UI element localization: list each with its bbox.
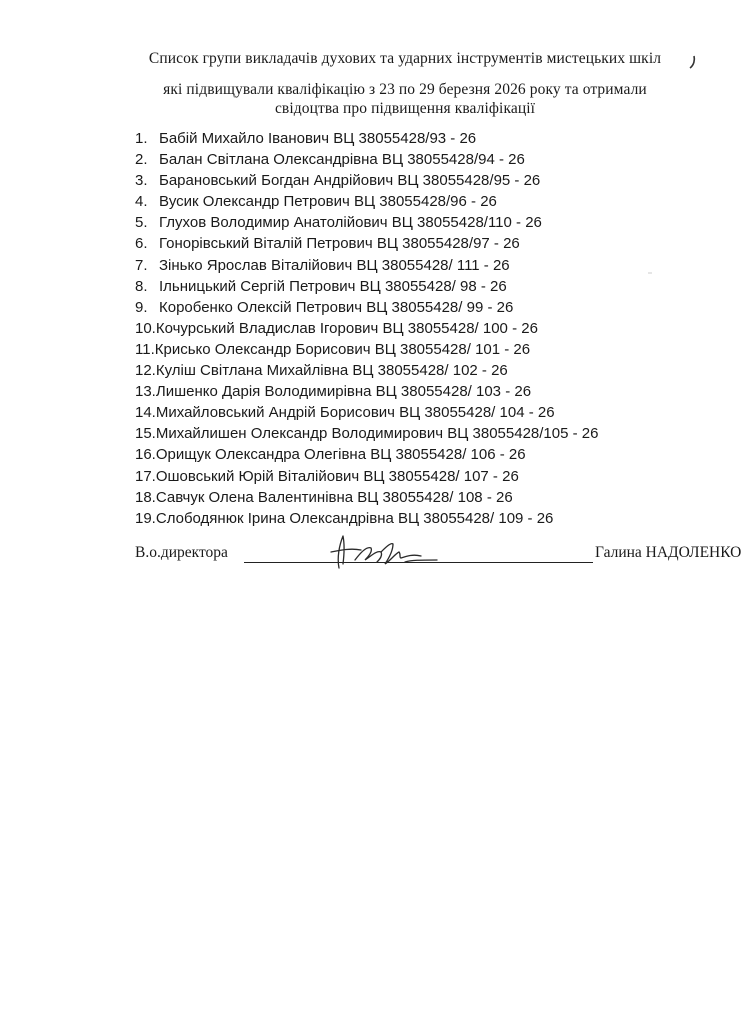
list-item: 3. Барановський Богдан Андрійович ВЦ 38055428/95 - 26 bbox=[135, 172, 541, 190]
document-title-line-3: свідоцтва про підвищення кваліфікації bbox=[274, 100, 536, 117]
signatory-role: В.о.директора bbox=[135, 544, 228, 561]
document-title-line-1: Список групи викладачів духових та ударних інструментів мистецьких шкіл bbox=[148, 50, 662, 67]
list-item: 18. Савчук Олена Валентинівна ВЦ 38055428/ 108 - 26 bbox=[135, 488, 513, 506]
scan-speck bbox=[648, 272, 652, 274]
list-item: 10. Кочурський Владислав Ігорович ВЦ 38055428/ 100 - 26 bbox=[135, 319, 538, 337]
list-item: 6. Гонорівський Віталій Петрович ВЦ 38055428/97 - 26 bbox=[135, 235, 520, 253]
list-item: 17. Ошовський Юрій Віталійович ВЦ 38055428/ 107 - 26 bbox=[135, 467, 519, 485]
list-item: 12. Куліш Світлана Михайлівна ВЦ 38055428/ 102 - 26 bbox=[135, 362, 508, 380]
comma-mark bbox=[688, 54, 698, 70]
list-item: 9. Коробенко Олексій Петрович ВЦ 38055428/ 99 - 26 bbox=[135, 298, 514, 316]
list-item: 14. Михайловський Андрій Борисович ВЦ 38055428/ 104 - 26 bbox=[135, 404, 555, 422]
list-item: 11. Крисько Олександр Борисович ВЦ 38055428/ 101 - 26 bbox=[135, 340, 531, 358]
list-item: 19. Слободянюк Ірина Олександрівна ВЦ 38055428/ 109 - 26 bbox=[135, 509, 554, 527]
list-item: 1. Бабій Михайло Іванович ВЦ 38055428/93 - 26 bbox=[135, 130, 477, 147]
signatory-name: Галина НАДОЛЕНКО bbox=[595, 544, 742, 561]
list-item: 7. Зінько Ярослав Віталійович ВЦ 38055428/ 111 - 26 bbox=[135, 256, 510, 274]
list-item: 15. Михайлишен Олександр Володимирович ВЦ 38055428/105 - 26 bbox=[135, 425, 599, 443]
certificate-list bbox=[135, 128, 598, 529]
list-item: 2. Балан Світлана Олександрівна ВЦ 38055428/94 - 26 bbox=[135, 151, 525, 169]
document-title-line-2: які підвищували кваліфікацію з 23 по 29 березня 2026 року та отримали bbox=[163, 81, 647, 98]
list-item: 8. Ільницький Сергій Петрович ВЦ 38055428/ 98 - 26 bbox=[135, 277, 507, 295]
list-item: 16. Орищук Олександра Олегівна ВЦ 38055428/ 106 - 26 bbox=[135, 446, 526, 464]
signature-block bbox=[135, 540, 742, 568]
list-item: 13. Лишенко Дарія Володимирівна ВЦ 38055428/ 103 - 26 bbox=[135, 383, 532, 401]
list-item: 5. Глухов Володимир Анатолійович ВЦ 38055428/110 - 26 bbox=[135, 214, 542, 232]
handwritten-signature bbox=[321, 530, 441, 574]
list-item: 4. Вусик Олександр Петрович ВЦ 38055428/96 - 26 bbox=[135, 193, 497, 211]
